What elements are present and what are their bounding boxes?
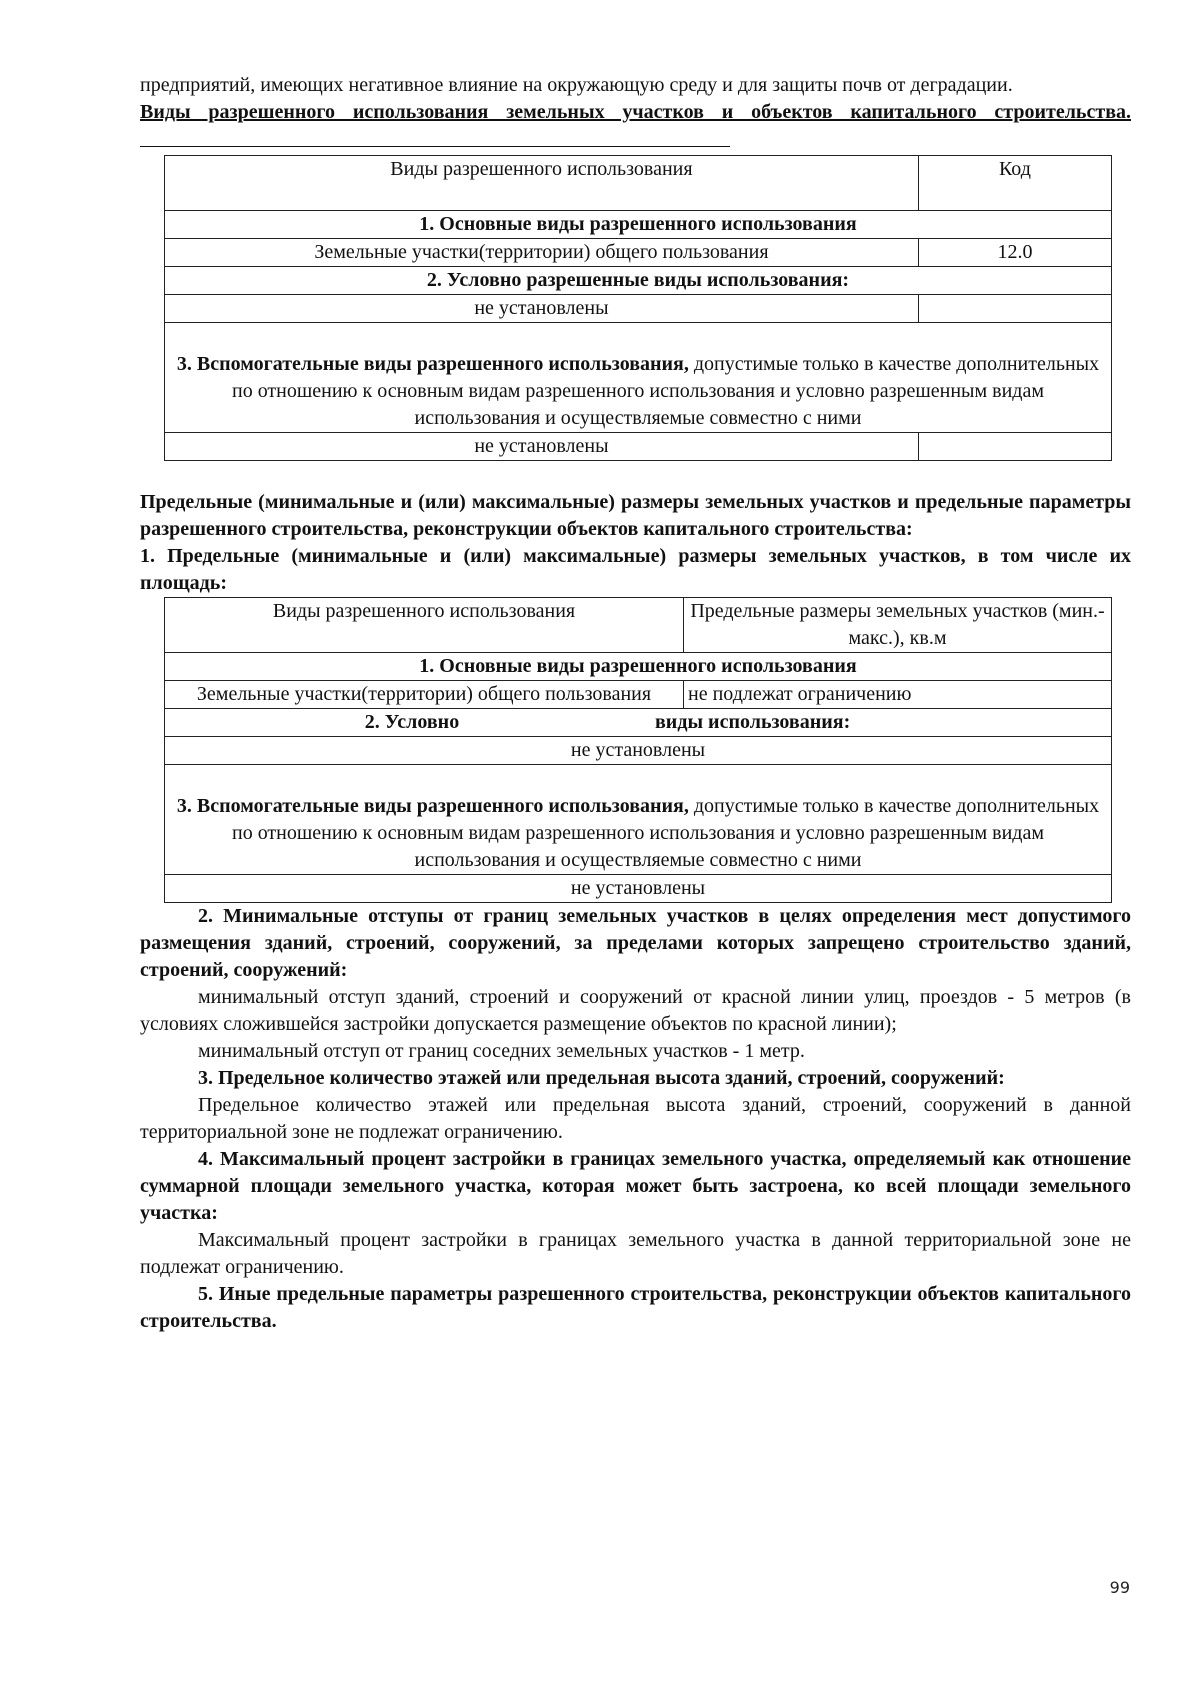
floors-text: Предельное количество этажей или предельная высота зданий, строений, сооружений в данной территориальной зоне не подлежат ограничению. — [140, 1094, 1131, 1143]
other-params-heading: 5. Иные предельные параметры разрешенного строительства, реконструкции объектов капитального строительства. — [140, 1283, 1131, 1332]
table-row — [165, 875, 1112, 903]
setbacks-heading: 2. Минимальные отступы от границ земельных участков в целях определения мест допустимого размещения зданий, строений, сооружений, за пределами которых запрещено строительство зданий, строений, сооружений: — [140, 905, 1131, 981]
auxiliary-uses-code-cell — [918, 433, 1111, 461]
auxiliary-uses-heading-bold: 3. Вспомогательные виды разрешенного использования, — [176, 353, 689, 375]
heading-underline-rule — [140, 126, 730, 147]
limits-subheading-1: 1. Предельные (минимальные и (или) максимальные) размеры земельных участков, в том числе их площадь: — [140, 545, 1131, 594]
auxiliary-uses-heading — [165, 323, 1112, 433]
limits-heading: Предельные (минимальные и (или) максимальные) размеры земельных участков и предельные параметры разрешенного строительства, реконструкции объектов капитального строительства: — [140, 491, 1131, 540]
setbacks-text-2: минимальный отступ от границ соседних земельных участков - 1 метр. — [198, 1040, 805, 1062]
conditional-uses-heading: 2. Условно разрешенные виды использования: — [165, 267, 1112, 295]
table-section-row — [165, 323, 1112, 433]
main-use-name-cell: Земельные участки(территории) общего пользования — [165, 681, 684, 709]
auxiliary-uses-value-cell: не установлены — [165, 433, 919, 461]
table-header-row — [165, 598, 1112, 653]
table-row — [165, 681, 1112, 709]
document-page — [140, 72, 1131, 1335]
intro-paragraph: предприятий, имеющих негативное влияние на окружающую среду и для защиты почв от деградации. — [140, 74, 1013, 96]
header-limits-cell: Предельные размеры земельных участков (мин.-макс.), кв.м — [684, 598, 1112, 653]
section-uses-heading — [140, 99, 1131, 155]
conditional-uses-heading — [165, 709, 1112, 737]
table-section-row — [165, 267, 1112, 295]
conditional-heading-right: виды использования: — [655, 711, 851, 733]
table-row — [165, 737, 1112, 765]
auxiliary-uses-heading — [165, 765, 1112, 875]
main-use-name-cell: Земельные участки(территории) общего пользования — [165, 239, 919, 267]
table-row — [165, 433, 1112, 461]
auxiliary-uses-value-cell: не установлены — [165, 875, 1112, 903]
table-row — [165, 239, 1112, 267]
section-uses-heading-text: Виды разрешенного использования земельных участков и объектов капитального строительства. — [140, 101, 1131, 123]
auxiliary-uses-heading-rest: допустимые только в качестве дополнительных по отношению к основным видам разрешенного использования и условно разрешенным видам использования и осуществляемые совместно с ними — [231, 795, 1100, 871]
main-uses-heading: 1. Основные виды разрешенного использования — [165, 653, 1112, 681]
coverage-heading: 4. Максимальный процент застройки в границах земельного участка, определяемый как отношение суммарной площади земельного участка, которая может быть застроена, ко всей площади земельного участка: — [140, 1148, 1131, 1224]
table-section-row — [165, 211, 1112, 239]
header-code-cell: Код — [918, 156, 1111, 211]
setbacks-text-1: минимальный отступ зданий, строений и сооружений от красной линии улиц, проездов - 5 метров (в условиях сложившейся застройки допускается размещение объектов по красной линии); — [140, 986, 1131, 1035]
conditional-uses-value-cell: не установлены — [165, 737, 1112, 765]
auxiliary-uses-heading-rest: допустимые только в качестве дополнительных по отношению к основным видам разрешенного использования и условно разрешенным видам использования и осуществляемые совместно с ними — [231, 353, 1100, 429]
main-use-code-cell: 12.0 — [918, 239, 1111, 267]
table-section-row — [165, 653, 1112, 681]
main-use-limit-cell: не подлежат ограничению — [684, 681, 1112, 709]
floors-heading: 3. Предельное количество этажей или предельная высота зданий, строений, сооружений: — [198, 1067, 1005, 1089]
conditional-uses-value-cell: не установлены — [165, 295, 919, 323]
table-header-row — [165, 156, 1112, 211]
table-section-row — [165, 765, 1112, 875]
conditional-heading-left: 2. Условно — [364, 711, 460, 733]
main-uses-heading: 1. Основные виды разрешенного использования — [165, 211, 1112, 239]
table-row — [165, 295, 1112, 323]
coverage-text: Максимальный процент застройки в границах земельного участка в данной территориальной зоне не подлежат ограничению. — [140, 1229, 1131, 1278]
permitted-uses-table — [164, 155, 1112, 461]
table-section-row — [165, 709, 1112, 737]
plot-size-limits-table — [164, 597, 1112, 903]
header-uses-cell: Виды разрешенного использования — [165, 156, 919, 211]
header-uses-cell: Виды разрешенного использования — [165, 598, 684, 653]
conditional-uses-code-cell — [918, 295, 1111, 323]
page-number: 99 — [1109, 1578, 1130, 1597]
auxiliary-uses-heading-bold: 3. Вспомогательные виды разрешенного использования, — [176, 795, 689, 817]
